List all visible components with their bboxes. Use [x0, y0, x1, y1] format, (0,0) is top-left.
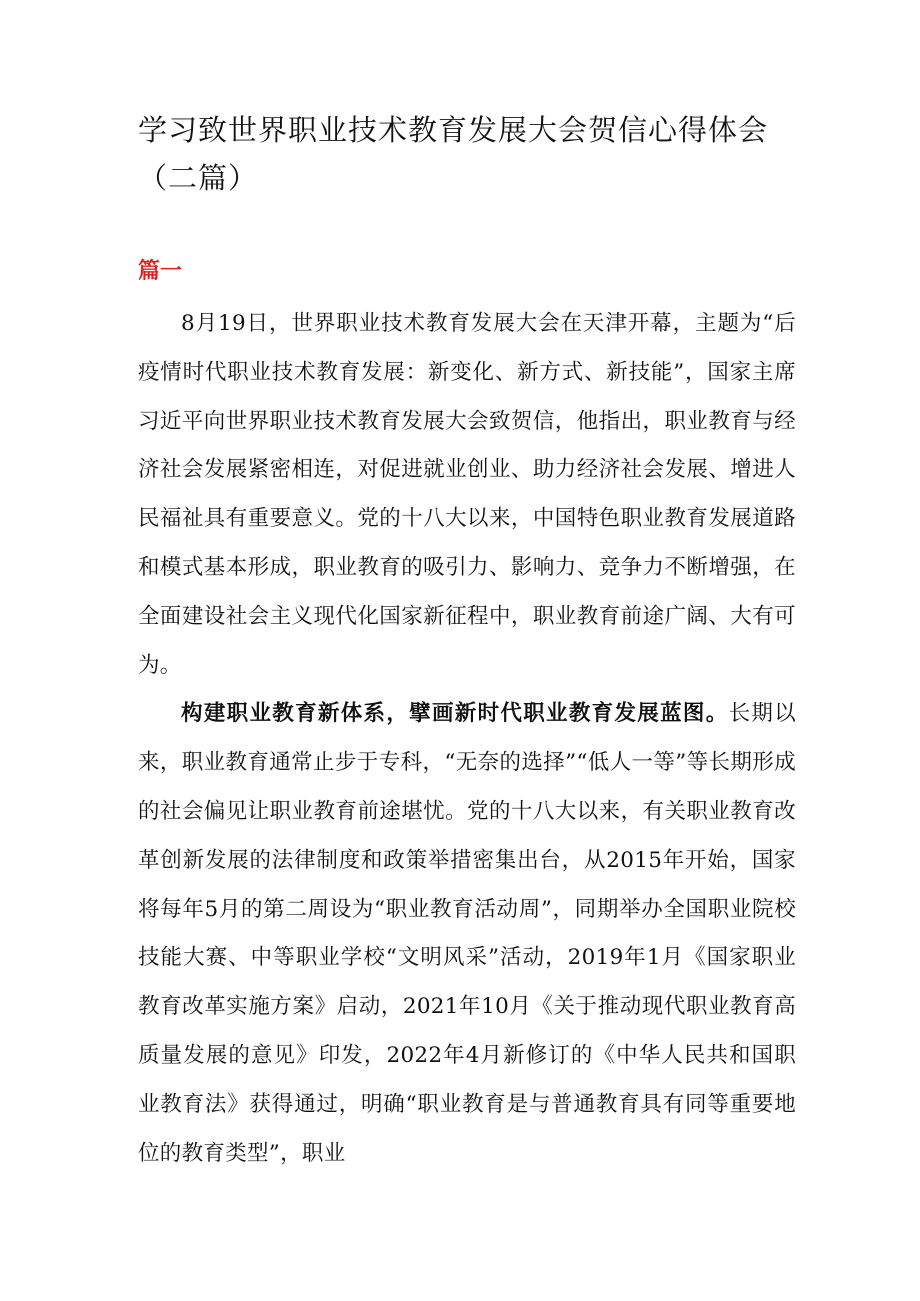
paragraph-2 — [138, 690, 796, 1178]
section-heading: 篇一 — [138, 258, 183, 284]
document-body — [138, 300, 796, 1178]
paragraph-1 — [138, 300, 796, 690]
document-title: 学习致世界职业技术教育发展大会贺信心得体会（二篇） — [138, 113, 769, 195]
paragraph-2-text: 长期以来，职业教育通常止步于专科，“无奈的选择”“低人一等”等长期形成的社会偏见让职业教育前途堪忧。党的十八大以来，有关职业教育改革创新发展的法律制度和政策举措密集出台，从2015年开始，国家将每年5月的第二周设为“职业教育活动周”，同期举办全国职业院校技能大赛、中等职业学校“文明风采”活动，2019年1月《国家职业教育改革实施方案》启动，2021年10月《关于推动现代职业教育高质量发展的意见》印发，2022年4月新修订的《中华人民共和国职业教育法》获得通过，明确“职业教育是与普通教育具有同等重要地位的教育类型”，职业 — [138, 701, 797, 1166]
paragraph-1-text: 8月19日，世界职业技术教育发展大会在天津开幕，主题为“后疫情时代职业技术教育发展：新变化、新方式、新技能”，国家主席习近平向世界职业技术教育发展大会致贺信，他指出，职业教育与经济社会发展紧密相连，对促进就业创业、助力经济社会发展、增进人民福祉具有重要意义。党的十八大以来，中国特色职业教育发展道路和模式基本形成，职业教育的吸引力、影响力、竞争力不断增强，在全面建设社会主义现代化国家新征程中，职业教育前途广阔、大有可为。 — [138, 311, 796, 678]
paragraph-2-lead: 构建职业教育新体系，擘画新时代职业教育发展蓝图。 — [181, 701, 729, 727]
